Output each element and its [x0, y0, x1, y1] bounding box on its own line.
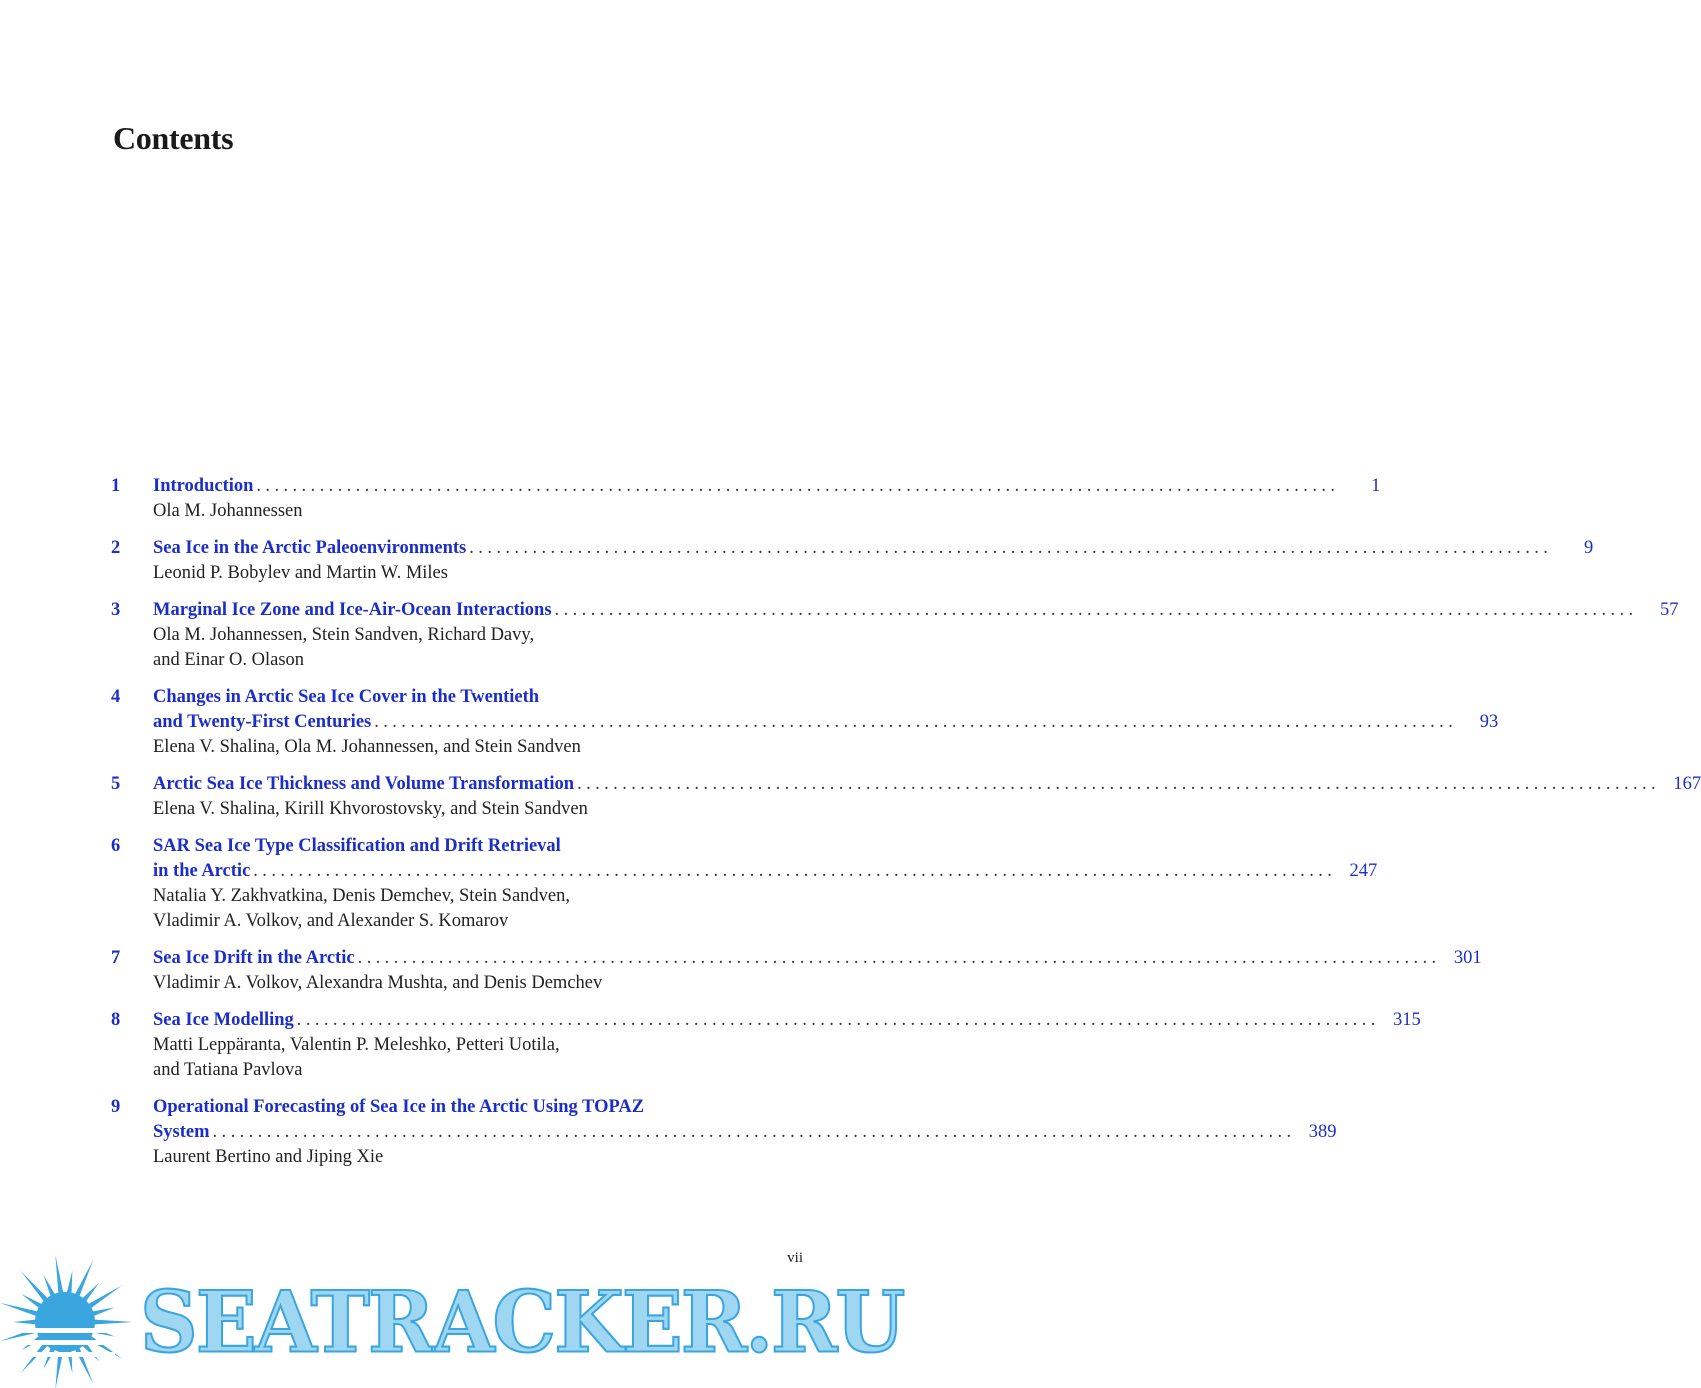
- chapter-number: 2: [111, 538, 121, 558]
- sun-ray: [20, 1271, 48, 1303]
- sun-ray: [87, 1285, 122, 1309]
- toc-entry[interactable]: [111, 946, 1482, 996]
- sun-ray: [91, 1307, 115, 1316]
- sun-ray: [66, 1271, 72, 1295]
- chapter-number: 3: [111, 600, 121, 620]
- chapter-page-link[interactable]: 1: [1371, 476, 1381, 496]
- chapter-authors: Leonid P. Bobylev and Martin W. Miles: [153, 563, 448, 583]
- chapter-authors: Vladimir A. Volkov, and Alexander S. Komarov: [153, 911, 509, 931]
- dot-leader: ........................................................................................................................: [469, 538, 1553, 558]
- chapter-number: 5: [111, 774, 121, 794]
- chapter-title-link[interactable]: Changes in Arctic Sea Ice Cover in the Twentieth: [153, 687, 540, 707]
- page-number: vii: [787, 1250, 803, 1266]
- chapter-authors: Vladimir A. Volkov, Alexandra Mushta, and Denis Demchev: [153, 973, 603, 993]
- chapter-number: 8: [111, 1010, 121, 1030]
- chapter-title-link[interactable]: Introduction: [153, 476, 254, 496]
- sun-logo-icon: [0, 1255, 133, 1388]
- dot-leader: ........................................................................................................................: [577, 774, 1661, 794]
- chapter-authors: Ola M. Johannessen: [153, 501, 303, 521]
- sun-ray: [93, 1319, 133, 1324]
- chapter-title-link[interactable]: and Twenty-First Centuries: [153, 712, 372, 732]
- chapter-title-link[interactable]: Sea Ice Drift in the Arctic: [153, 948, 355, 968]
- toc-entry[interactable]: [111, 772, 1701, 822]
- chapter-title-link[interactable]: Sea Ice in the Arctic Paleoenvironments: [153, 538, 467, 558]
- chapter-number: 6: [111, 836, 121, 856]
- chapter-authors: and Tatiana Pavlova: [153, 1060, 303, 1080]
- toc-entry[interactable]: [111, 834, 1378, 934]
- chapter-authors: Elena V. Shalina, Kirill Khvorostovsky, and Stein Sandven: [153, 799, 588, 819]
- chapter-authors: Ola M. Johannessen, Stein Sandven, Richard Davy,: [153, 625, 535, 645]
- chapter-page-link[interactable]: 167: [1673, 774, 1701, 794]
- toc-entry[interactable]: [111, 1095, 1337, 1170]
- chapter-authors: Matti Leppäranta, Valentin P. Meleshko, Petteri Uotila,: [153, 1035, 560, 1055]
- chapter-page-link[interactable]: 389: [1308, 1122, 1337, 1142]
- chapter-page-link[interactable]: 93: [1479, 712, 1499, 732]
- chapter-page-link[interactable]: 315: [1393, 1010, 1421, 1030]
- chapter-number: 1: [111, 476, 121, 496]
- chapter-page-link[interactable]: 9: [1584, 538, 1594, 558]
- chapter-page-link[interactable]: 247: [1349, 861, 1378, 881]
- chapter-number: 7: [111, 948, 121, 968]
- toc-entry[interactable]: [111, 685, 1499, 760]
- dot-leader: ........................................................................................................................: [554, 600, 1638, 620]
- watermark-text: SEATRACKER.RU: [140, 1272, 904, 1372]
- chapter-page-link[interactable]: 301: [1453, 948, 1482, 968]
- dot-leader: ........................................................................................................................: [212, 1122, 1296, 1142]
- chapter-authors: and Einar O. Olason: [153, 650, 305, 670]
- toc-entry[interactable]: [111, 536, 1594, 586]
- toc-entry[interactable]: [111, 1008, 1421, 1083]
- dot-leader: ........................................................................................................................: [253, 861, 1337, 881]
- chapter-title-link[interactable]: Sea Ice Modelling: [153, 1010, 294, 1030]
- chapter-title-link[interactable]: Marginal Ice Zone and Ice-Air-Ocean Interactions: [153, 600, 552, 620]
- dot-leader: ........................................................................................................................: [256, 476, 1340, 496]
- chapter-title-link[interactable]: in the Arctic: [153, 861, 251, 881]
- sun-ray: [0, 1303, 39, 1317]
- sun-ray: [55, 1255, 63, 1295]
- chapter-title-link[interactable]: Operational Forecasting of Sea Ice in the Arctic Using TOPAZ: [153, 1097, 645, 1117]
- dot-leader: ........................................................................................................................: [296, 1010, 1380, 1030]
- toc-entry[interactable]: [111, 474, 1381, 524]
- chapter-number: 4: [111, 687, 121, 707]
- toc-entry[interactable]: [111, 598, 1679, 673]
- chapter-title-link[interactable]: System: [153, 1122, 210, 1142]
- chapter-title-link[interactable]: SAR Sea Ice Type Classification and Drift Retrieval: [153, 836, 561, 856]
- sun-ray: [13, 1319, 37, 1324]
- chapter-title-link[interactable]: Arctic Sea Ice Thickness and Volume Transformation: [153, 774, 575, 794]
- dot-leader: ........................................................................................................................: [357, 948, 1441, 968]
- dot-leader: ........................................................................................................................: [374, 712, 1458, 732]
- sun-ray: [20, 1341, 48, 1373]
- chapter-page-link[interactable]: 57: [1660, 600, 1679, 620]
- chapter-authors: Natalia Y. Zakhvatkina, Denis Demchev, Stein Sandven,: [153, 886, 570, 906]
- chapter-authors: Elena V. Shalina, Ola M. Johannessen, and Stein Sandven: [153, 737, 581, 757]
- page-title: Contents: [113, 120, 234, 156]
- chapter-number: 9: [111, 1097, 121, 1117]
- chapter-authors: Laurent Bertino and Jiping Xie: [153, 1147, 384, 1167]
